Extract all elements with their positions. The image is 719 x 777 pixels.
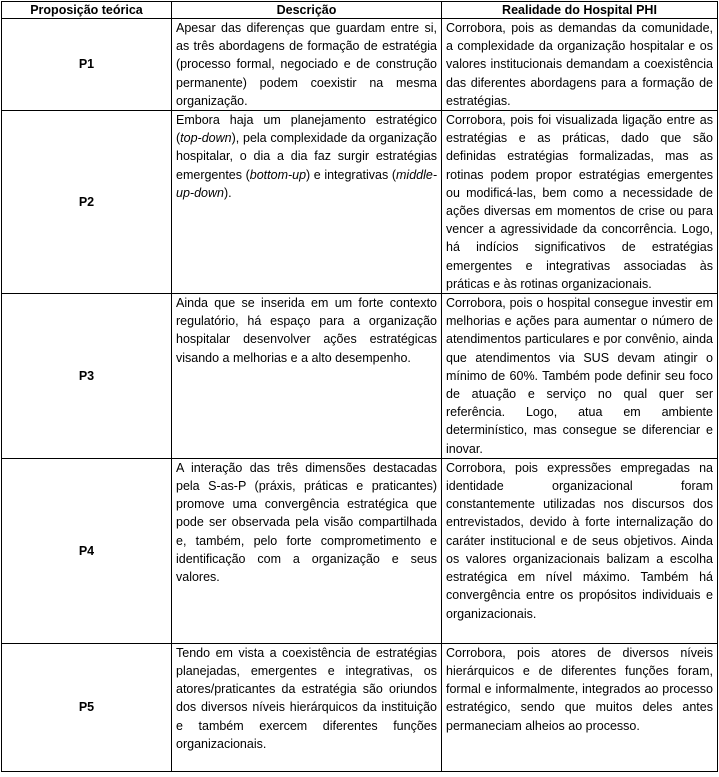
description-italic-term: bottom-up: [249, 167, 307, 182]
table-row: [2, 19, 718, 111]
proposition-label: P3: [2, 294, 172, 459]
description-text: ), pela complexidade da organização hospitalar, o dia a dia faz surgir estratégias emergentes (: [176, 131, 437, 182]
proposition-label: P5: [2, 643, 172, 771]
reality-cell: Corrobora, pois atores de diversos níveis hierárquicos e de diferentes funções foram, formal e informalmente, integrados ao processo estratégico, sendo que muitos deles antes permaneciam alheios ao processo.: [442, 643, 718, 771]
proposition-label: P4: [2, 458, 172, 643]
table-row: [2, 111, 718, 294]
header-description: Descrição: [172, 2, 442, 19]
description-cell: Tendo em vista a coexistência de estratégias planejadas, emergentes e integrativas, os atores/praticantes da estratégia são oriundos dos diversos níveis hierárquicos da instituição e também exercem diferentes funções organizacionais.: [172, 643, 442, 771]
description-text: ).: [223, 185, 232, 200]
description-cell: Ainda que se inserida em um forte contexto regulatório, há espaço para a organização hospitalar desenvolver ações estratégicas visando a melhorias e a alto desempenho.: [172, 294, 442, 459]
description-cell: [172, 111, 442, 294]
proposition-label: P2: [2, 111, 172, 294]
table-row: [2, 458, 718, 643]
reality-cell: Corrobora, pois foi visualizada ligação entre as estratégias e as práticas, dado que são definidas estratégias formalizadas, mas as rotinas podem propor estratégias emergentes ou modificá-las, bem como a necessidade de ações diversas em momentos de crise ou para vencer a agressividade da concorrência. Logo, há indícios significativos de estratégias emergentes e integrativas associadas às práticas e às rotinas organizacionais.: [442, 111, 718, 294]
header-row: [2, 2, 718, 19]
description-italic-term: middle-up-down: [176, 167, 437, 200]
reality-cell: Corrobora, pois as demandas da comunidade, a complexidade da organização hospitalar e os valores institucionais demandam a coexistência das diferentes abordagens para a formação de estratégias.: [442, 19, 718, 111]
header-proposition: Proposição teórica: [2, 2, 172, 19]
reality-cell: Corrobora, pois expressões empregadas na identidade organizacional foram constantemente utilizadas nos discursos dos entrevistados, devido à forte internalização do caráter institucional e de seus objetivos. Ainda os valores organizacionais balizam a escolha estratégica em nível máximo. Também há convergência entre os propósitos individuais e organizacionais.: [442, 458, 718, 643]
propositions-table: [1, 1, 718, 772]
proposition-label: P1: [2, 19, 172, 111]
header-reality: Realidade do Hospital PHI: [442, 2, 718, 19]
table-row: [2, 643, 718, 771]
description-text: Embora haja um planejamento estratégico (: [176, 113, 437, 146]
description-cell: A interação das três dimensões destacadas pela S-as-P (práxis, práticas e praticantes) promove uma convergência estratégica que pode ser observada pela visão compartilhada e, também, pelo forte comprometimento e identificação com a organização e seus valores.: [172, 458, 442, 643]
reality-cell: Corrobora, pois o hospital consegue investir em melhorias e ações para aumentar o número de atendimentos particulares e por convênio, ainda que atendimentos via SUS devam atingir o mínimo de 60%. Também pode definir seu foco de atuação e serviço no qual quer ser referência. Logo, atua em ambiente determinístico, mas consegue se diferenciar e inovar.: [442, 294, 718, 459]
description-text: ) e integrativas (: [306, 167, 396, 182]
description-cell: Apesar das diferenças que guardam entre si, as três abordagens de formação de estratégia (processo formal, negociado e de construção permanente) podem coexistir na mesma organização.: [172, 19, 442, 111]
description-italic-term: top-down: [180, 131, 232, 146]
table-row: [2, 294, 718, 459]
